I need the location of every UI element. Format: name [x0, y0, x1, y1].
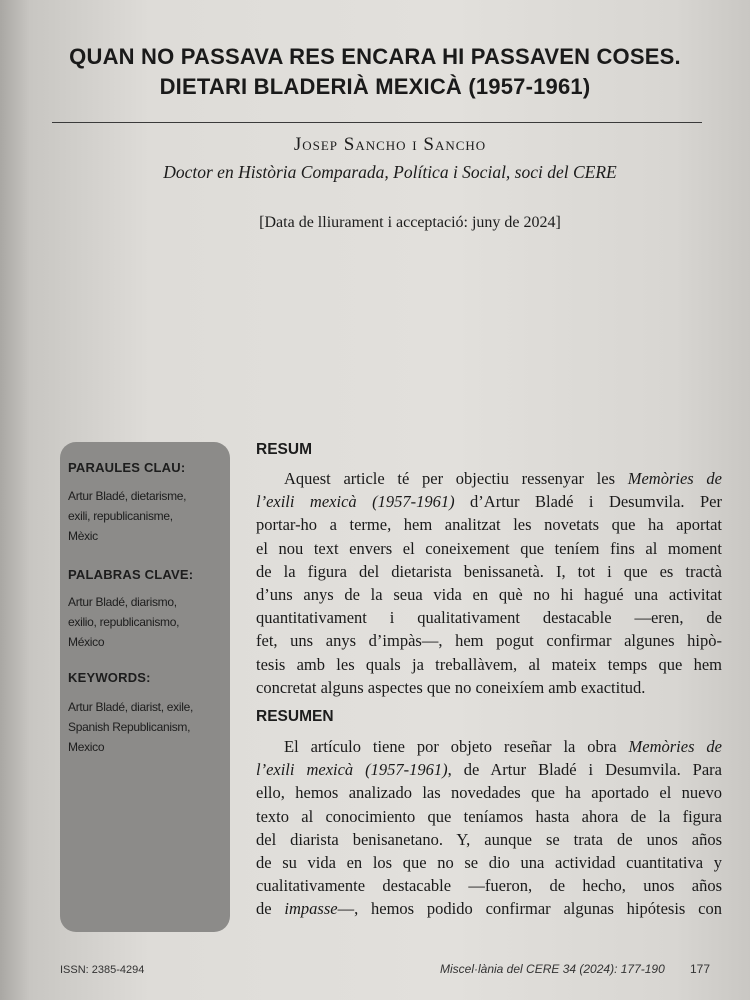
- keyword-line: exili, republicanisme,: [68, 509, 173, 523]
- title-line-2: DIETARI BLADERIÀ MEXICÀ (1957-1961): [159, 74, 591, 99]
- resumen-heading: RESUMEN: [256, 708, 334, 725]
- author-affiliation: Doctor en Història Comparada, Política i Social, soci del CERE: [163, 162, 617, 182]
- keywords-es-heading: PALABRAS CLAVE:: [68, 567, 194, 582]
- text-line: concretat alguns aspectes que no coneixíem amb exactitud.: [256, 677, 646, 697]
- keyword-line: Artur Bladé, dietarisme,: [68, 489, 187, 503]
- resum-heading: RESUM: [256, 441, 312, 458]
- text-line: d’uns anys de la seua vida en què no hi hagué una activitat: [256, 585, 722, 605]
- keywords-ca-list: [68, 486, 226, 546]
- text-line: de impasse—, hemos podido confirmar algunas hipótesis con: [256, 899, 723, 919]
- text-line: Aquest article té per objectiu ressenyar les Memòries de: [284, 469, 723, 488]
- text-line: El artículo tiene por objeto reseñar la obra Memòries de: [284, 737, 723, 756]
- keywords-es-list: [68, 592, 226, 652]
- text-line: del diarista benisanetano. Y, aunque se trata de unos años: [256, 829, 722, 849]
- text-line: fet, uns anys d’impàs—, hem pogut confirmar algunes hipò-: [256, 631, 722, 651]
- text-line: tesis amb les quals ja treballàvem, al mateix temps que hem: [256, 654, 722, 674]
- text-line: portar-ho a terme, hem analitzat les novetats que ha aportat: [256, 515, 722, 535]
- issn: ISSN: 2385-4294: [60, 964, 145, 976]
- article-title: [40, 42, 710, 102]
- keyword-line: Mèxic: [68, 529, 98, 543]
- page-number: 177: [690, 962, 711, 976]
- text-line: l’exili mexicà (1957-1961), de Artur Bladé i Desumvila. Para: [256, 760, 723, 780]
- text-line: cualitativamente destacable —fueron, de hecho, unos años: [256, 876, 722, 896]
- resumen-paragraph: [256, 735, 722, 921]
- text-line: de la figura del dietarista benissanetà. I, tot i que es tractà: [256, 561, 722, 581]
- keyword-line: Artur Bladé, diarismo,: [68, 595, 177, 609]
- text-line: de su vida en los que no se dio una actividad cuantitativa y: [256, 853, 722, 873]
- journal-citation: Miscel·lània del CERE 34 (2024): 177-190: [440, 962, 665, 976]
- title-rule: [52, 122, 702, 123]
- keyword-line: exilio, republicanismo,: [68, 615, 180, 629]
- title-line-1: QUAN NO PASSAVA RES ENCARA HI PASSAVEN COSES.: [69, 44, 681, 69]
- keywords-en-heading: KEYWORDS:: [68, 670, 151, 685]
- keywords-en-list: [68, 697, 226, 757]
- keywords-ca-heading: PARAULES CLAU:: [68, 460, 186, 475]
- date-note: [Data de lliurament i acceptació: juny de 2024]: [259, 214, 561, 231]
- text-line: quantitativament i qualitativament destacable —eren, de: [256, 608, 722, 628]
- keyword-line: México: [68, 635, 105, 649]
- text-line: texto al conocimiento que teníamos hasta ahora de la figura: [256, 806, 722, 826]
- keyword-line: Spanish Republicanism,: [68, 720, 191, 734]
- resum-paragraph: [256, 467, 722, 699]
- keyword-line: Artur Bladé, diarist, exile,: [68, 700, 193, 714]
- text-line: ello, hemos analizado las novedades que ha aportado el nuevo: [256, 783, 722, 803]
- text-line: el nou text envers el coneixement que teníem fins al moment: [256, 538, 722, 558]
- keyword-line: Mexico: [68, 740, 105, 754]
- author-name: Josep Sancho i Sancho: [293, 134, 487, 155]
- text-line: l’exili mexicà (1957-1961) d’Artur Bladé i Desumvila. Per: [256, 492, 722, 512]
